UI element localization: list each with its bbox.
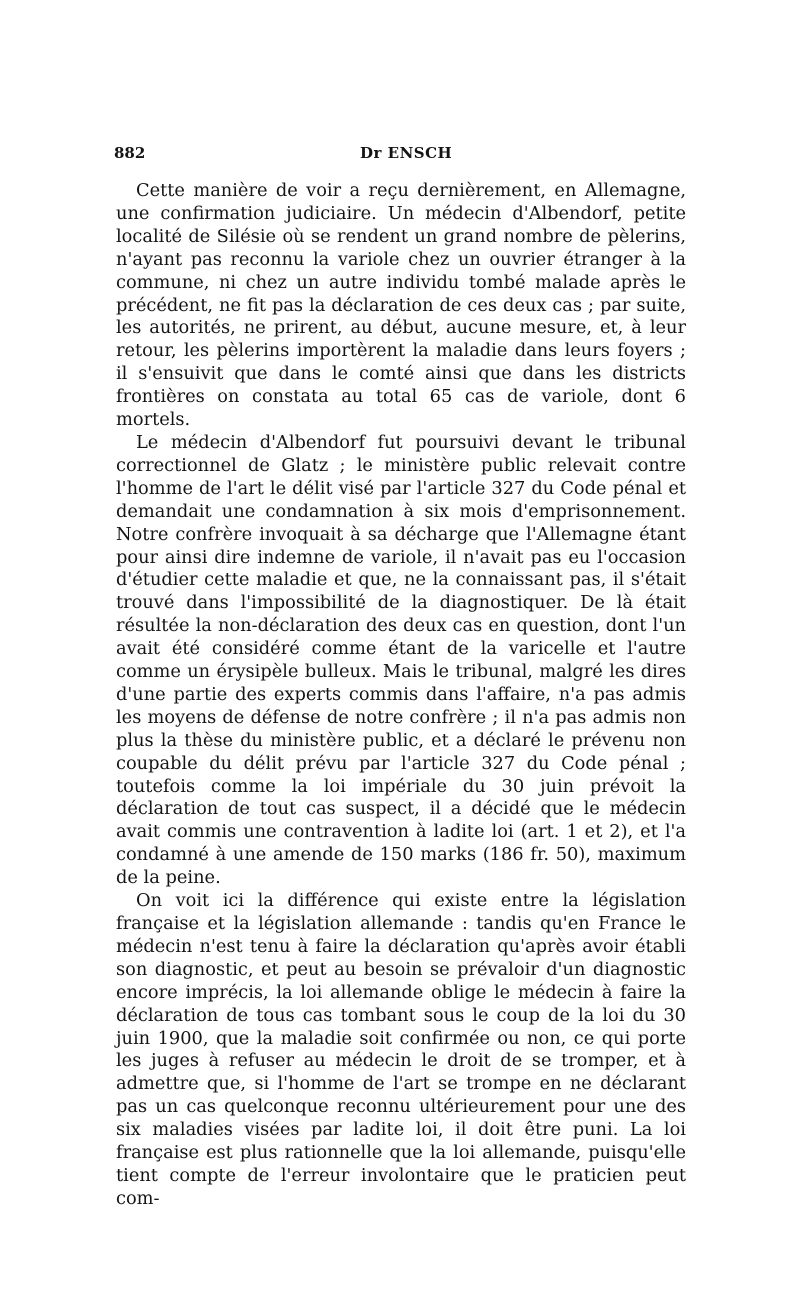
paragraph-2: Le médecin d'Albendorf fut poursuivi devant le tribunal correctionnel de Glatz ; le ministère public relevait contre l'homme de l'art le délit visé par l'article 327 du Code pénal et demandait une condamnation à six mois d'emprisonnement. Notre confrère invoquait à sa décharge que l'Allemagne étant pour ainsi dire indemne de variole, il n'avait pas eu l'occasion d'étudier cette maladie et que, ne la connaissant pas, il s'était trouvé dans l'impossibilité de la diagnostiquer. De là était résultée la non-déclaration des deux cas en question, dont l'un avait été considéré comme étant de la varicelle et l'autre comme un érysipèle bulleux. Mais le tribunal, malgré les dires d'une partie des experts commis dans l'affaire, n'a pas admis les moyens de défense de notre confrère ; il n'a pas admis non plus la thèse du ministère public, et a déclaré le prévenu non coupable du délit prévu par l'article 327 du Code pénal ; toutefois comme la loi impériale du 30 juin prévoit la déclaration de tout cas suspect, il a décidé que le médecin avait commis une contravention à ladite loi (art. 1 et 2), et l'a condamné à une amende de 150 marks (186 fr. 50), maximum de la peine. — [116, 431, 686, 889]
running-title: Dr ENSCH — [360, 144, 453, 162]
paragraph-1: Cette manière de voir a reçu dernièrement, en Allemagne, une confirmation judiciaire. Un médecin d'Albendorf, petite localité de Silésie où se rendent un grand nombre de pèlerins, n'ayant pas reconnu la variole chez un ouvrier étranger à la commune, ni chez un autre individu tombé malade après le précédent, ne fit pas la déclaration de ces deux cas ; par suite, les autorités, ne prirent, au début, aucune mesure, et, à leur retour, les pèlerins importèrent la maladie dans leurs foyers ; il s'ensuivit que dans le comté ainsi que dans les districts frontières on constata au total 65 cas de variole, dont 6 mortels. — [116, 180, 686, 431]
body-text — [116, 180, 686, 1211]
running-header — [114, 144, 684, 168]
paragraph-3: On voit ici la différence qui existe entre la législation française et la législation allemande : tandis qu'en France le médecin n'est tenu à faire la déclaration qu'après avoir établi son diagnostic, et peut au besoin se prévaloir d'un diagnostic encore imprécis, la loi allemande oblige le médecin à faire la déclaration de tous cas tombant sous le coup de la loi du 30 juin 1900, que la maladie soit confirmée ou non, ce qui porte les juges à refuser au médecin le droit de se tromper, et à admettre que, si l'homme de l'art se trompe en ne déclarant pas un cas quelconque reconnu ultérieurement pour une des six maladies visées par ladite loi, il doit être puni. La loi française est plus rationnelle que la loi allemande, puisqu'elle tient compte de l'erreur involontaire que le praticien peut com- — [116, 890, 686, 1209]
page-number: 882 — [114, 144, 146, 162]
